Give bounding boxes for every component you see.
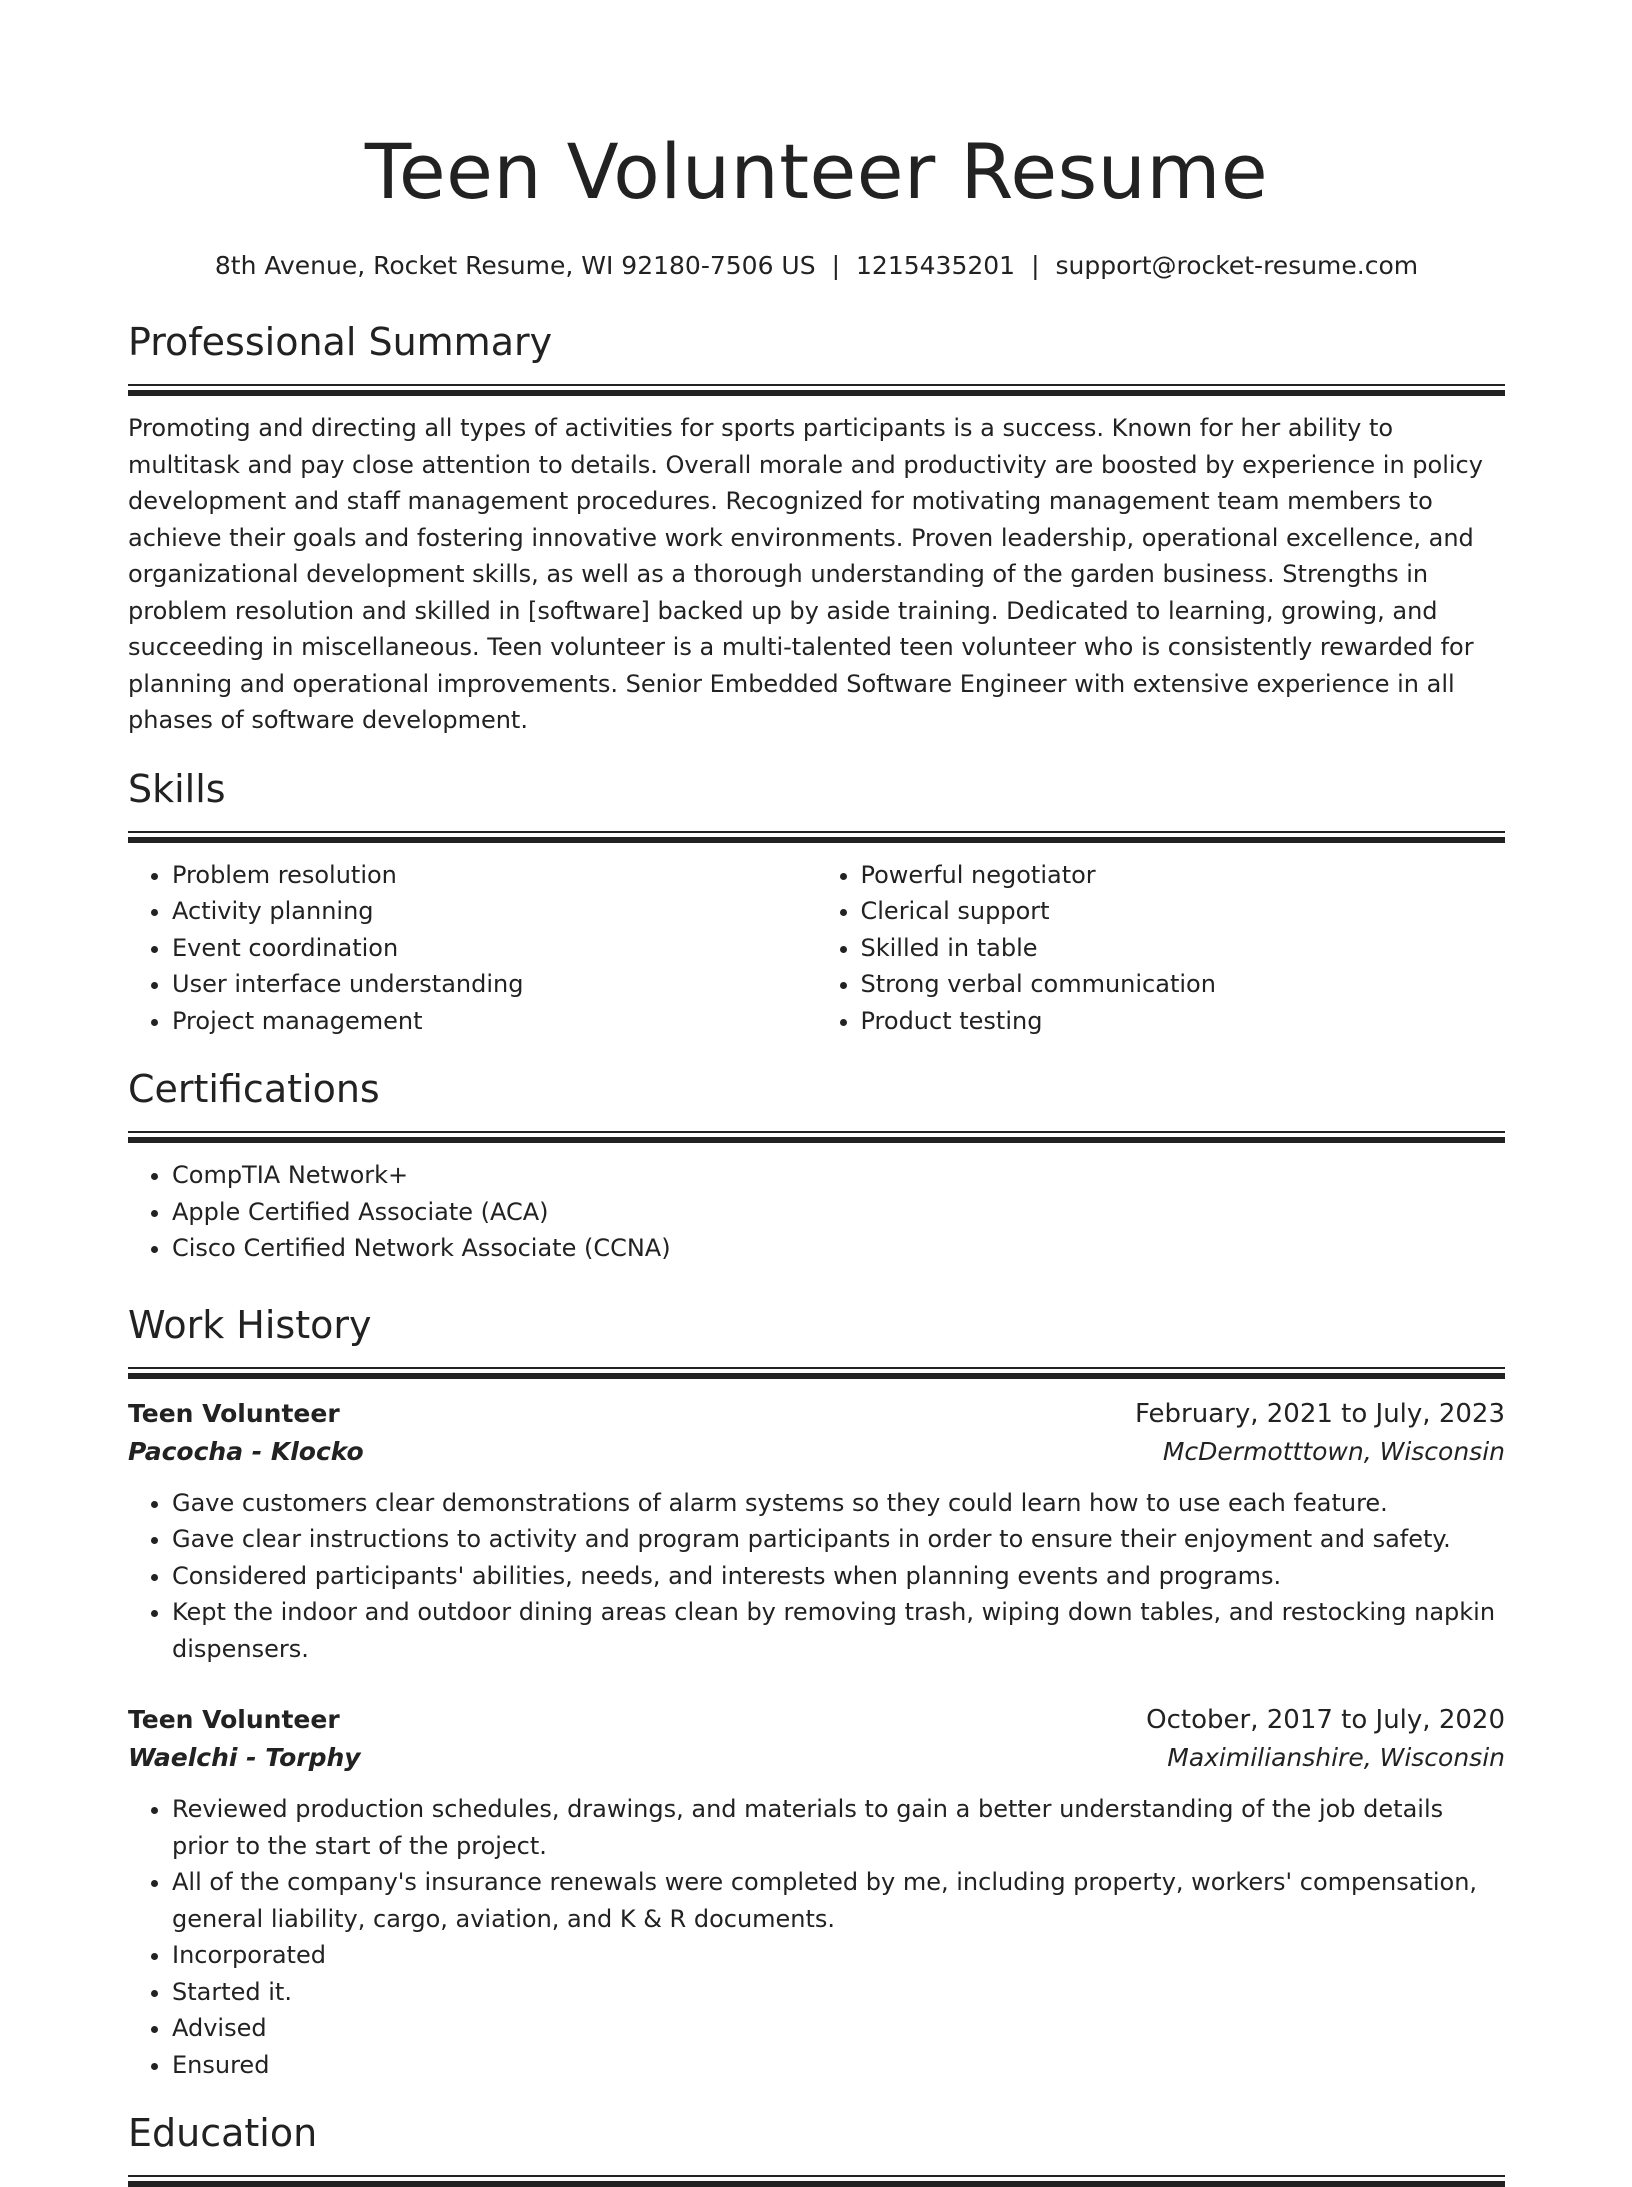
skill-item: • Skilled in table: [861, 930, 1506, 967]
job-duty-item: • Kept the indoor and outdoor dining areas clean by removing trash, wiping down tables, and restocking napkin dispensers.: [172, 1594, 1505, 1667]
job-header-row: [128, 1701, 1505, 1739]
section-divider: [128, 384, 1505, 396]
contact-email[interactable]: support@rocket-resume.com: [1055, 251, 1419, 280]
certifications-list: [128, 1157, 1505, 1267]
contact-separator: |: [831, 251, 841, 280]
section-divider: [128, 2175, 1505, 2187]
resume-title: Teen Volunteer Resume: [364, 127, 1269, 216]
job-duty-item: • Gave customers clear demonstrations of alarm systems so they could learn how to use each feature.: [172, 1485, 1505, 1522]
summary-heading: Professional Summary: [128, 320, 553, 364]
skills-columns: [128, 843, 1505, 1040]
job-entry: [128, 1701, 1505, 2083]
job-title: Teen Volunteer: [128, 1705, 340, 1734]
resume-page: [128, 0, 1505, 2187]
job-duty-item: • Reviewed production schedules, drawings, and materials to gain a better understanding of the job details prior to the start of the project.: [172, 1791, 1505, 1864]
education-heading: Education: [128, 2111, 318, 2155]
contact-phone: 1215435201: [856, 251, 1016, 280]
contact-line: [128, 248, 1505, 284]
education-section: [128, 2109, 1505, 2187]
job-entry: [128, 1395, 1505, 1668]
job-company: Pacocha - Klocko: [128, 1436, 364, 1466]
job-company: Waelchi - Torphy: [128, 1743, 361, 1772]
skill-item: • Problem resolution: [172, 857, 817, 894]
job-duty-item: • Gave clear instructions to activity and program participants in order to ensure their enjoyment and safety.: [172, 1521, 1505, 1558]
skill-item: • Clerical support: [861, 893, 1506, 930]
job-title: Teen Volunteer: [128, 1398, 340, 1428]
section-divider: [128, 831, 1505, 843]
skills-heading: Skills: [128, 766, 226, 811]
skill-item: • Strong verbal communication: [861, 966, 1506, 1003]
certifications-section: [128, 1065, 1505, 1267]
job-dates: February, 2021 to July, 2023: [1135, 1398, 1505, 1429]
job-dates: October, 2017 to July, 2020: [1146, 1705, 1505, 1735]
job-duty-item: • Ensured: [172, 2047, 1505, 2084]
section-divider: [128, 1367, 1505, 1379]
skill-item: • User interface understanding: [172, 966, 817, 1003]
job-duty-item: • Advised: [172, 2010, 1505, 2047]
job-location: Maximilianshire, Wisconsin: [1167, 1743, 1505, 1772]
job-duties-list: [128, 1791, 1505, 2083]
job-duties-list: [128, 1485, 1505, 1668]
summary-text: Promoting and directing all types of activities for sports participants is a success. Known for her ability to multitask and pay close attention to details. Overall morale and productivity are boosted by experience in policy development and staff management procedures. Recognized for motivating management team members to achieve their goals and fostering innovative work environments. Proven leadership, operational excellence, and organizational development skills, as well as a thorough understanding of the garden business. Strengths in problem resolution and skilled in [software] backed up by aside training. Dedicated to learning, growing, and succeeding in miscellaneous. Teen volunteer is a multi-talented teen volunteer who is consistently rewarded for planning and operational improvements. Senior Embedded Software Engineer with extensive experience in all phases of software development.: [128, 414, 1483, 734]
job-duty-item: • Considered participants' abilities, needs, and interests when planning events and programs.: [172, 1558, 1505, 1595]
skills-list-right: [817, 857, 1506, 1040]
job-location: McDermotttown, Wisconsin: [1162, 1436, 1505, 1466]
skills-section: [128, 765, 1505, 1040]
skills-list-left: [128, 857, 817, 1040]
job-subheader-row: [128, 1739, 1505, 1777]
job-duty-item: • All of the company's insurance renewals were completed by me, including property, workers' compensation, general liability, cargo, aviation, and K & R documents.: [172, 1864, 1505, 1937]
contact-separator: |: [1031, 251, 1040, 280]
job-duty-item: • Incorporated: [172, 1937, 1505, 1974]
certification-item: • Cisco Certified Network Associate (CCNA): [172, 1230, 1505, 1267]
job-subheader-row: [128, 1433, 1505, 1471]
contact-address: 8th Avenue, Rocket Resume, WI 92180-7506 US: [214, 251, 816, 280]
skill-item: • Product testing: [861, 1003, 1506, 1040]
certification-item: • CompTIA Network+: [172, 1157, 1505, 1194]
skill-item: • Activity planning: [172, 893, 817, 930]
summary-section: [128, 318, 1505, 739]
job-duty-item: • Started it.: [172, 1974, 1505, 2011]
certification-item: • Apple Certified Associate (ACA): [172, 1194, 1505, 1231]
work-history-heading: Work History: [128, 1302, 372, 1347]
skill-item: • Powerful negotiator: [861, 857, 1506, 894]
certifications-heading: Certifications: [128, 1067, 380, 1111]
work-history-section: [128, 1301, 1505, 2084]
job-header-row: [128, 1395, 1505, 1433]
skill-item: • Project management: [172, 1003, 817, 1040]
section-divider: [128, 1131, 1505, 1143]
skill-item: • Event coordination: [172, 930, 817, 967]
